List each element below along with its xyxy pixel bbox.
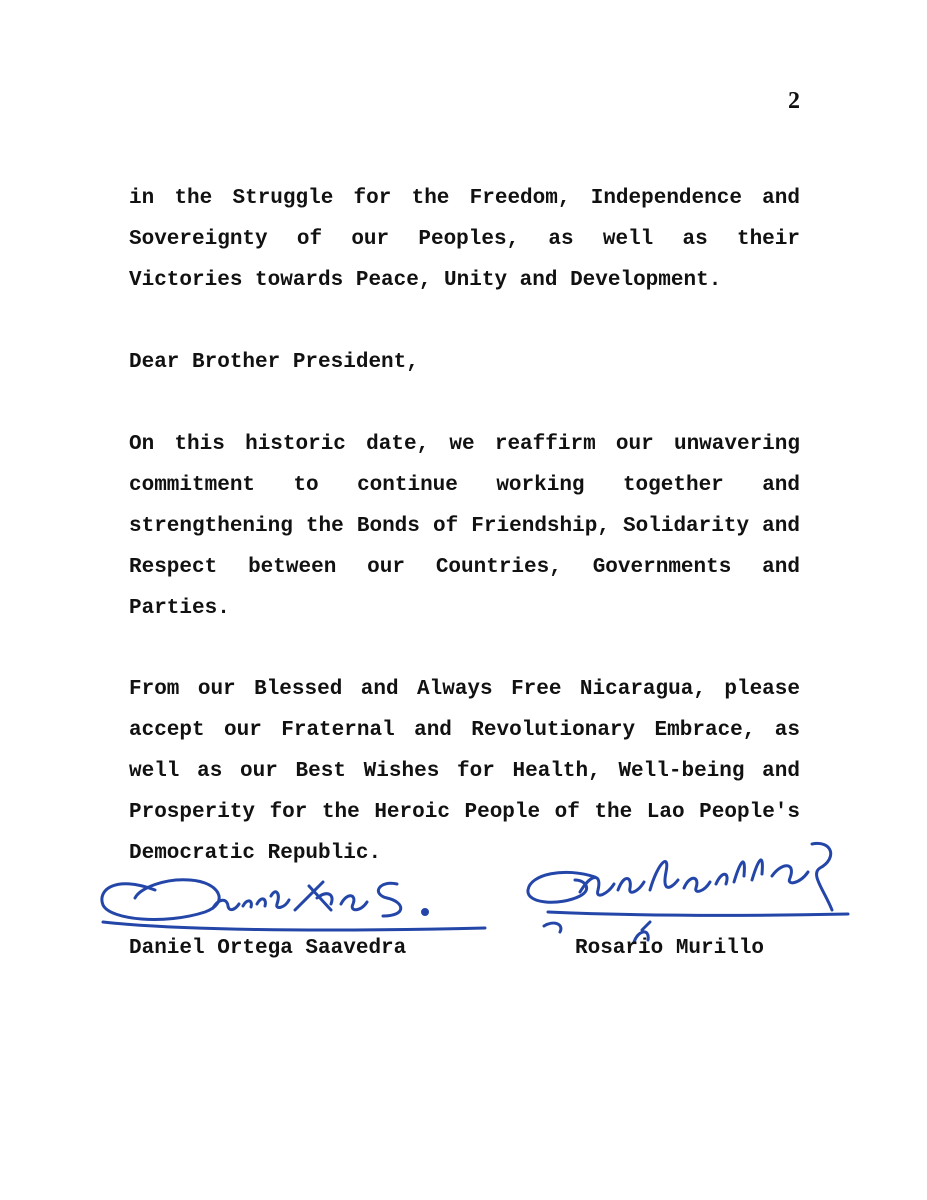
signature-murillo [520, 832, 860, 942]
salutation: Dear Brother President, [129, 351, 419, 374]
paragraph-commitment: On this historic date, we reaffirm our unwavering commitment to continue working together and strengthening the Bonds of Friendship, Solidarity and Respect between our Countries, Governments and Parties. [129, 433, 800, 620]
page-number: 2 [788, 88, 800, 114]
signer-name-murillo: Rosario Murillo [575, 937, 765, 960]
signer-name-ortega: Daniel Ortega Saavedra [129, 937, 407, 960]
paragraph-closing: From our Blessed and Always Free Nicaragua, please accept our Fraternal and Revolutionary Embrace, as well as our Best Wishes for Health, Well-being and Prosperity for the Heroic People of the Lao People's Democratic Republic. [129, 678, 800, 865]
paragraph-continuation: in the Struggle for the Freedom, Independence and Sovereignty of our Peoples, as well as their Victories towards Peace, Unity and Development. [129, 187, 800, 292]
